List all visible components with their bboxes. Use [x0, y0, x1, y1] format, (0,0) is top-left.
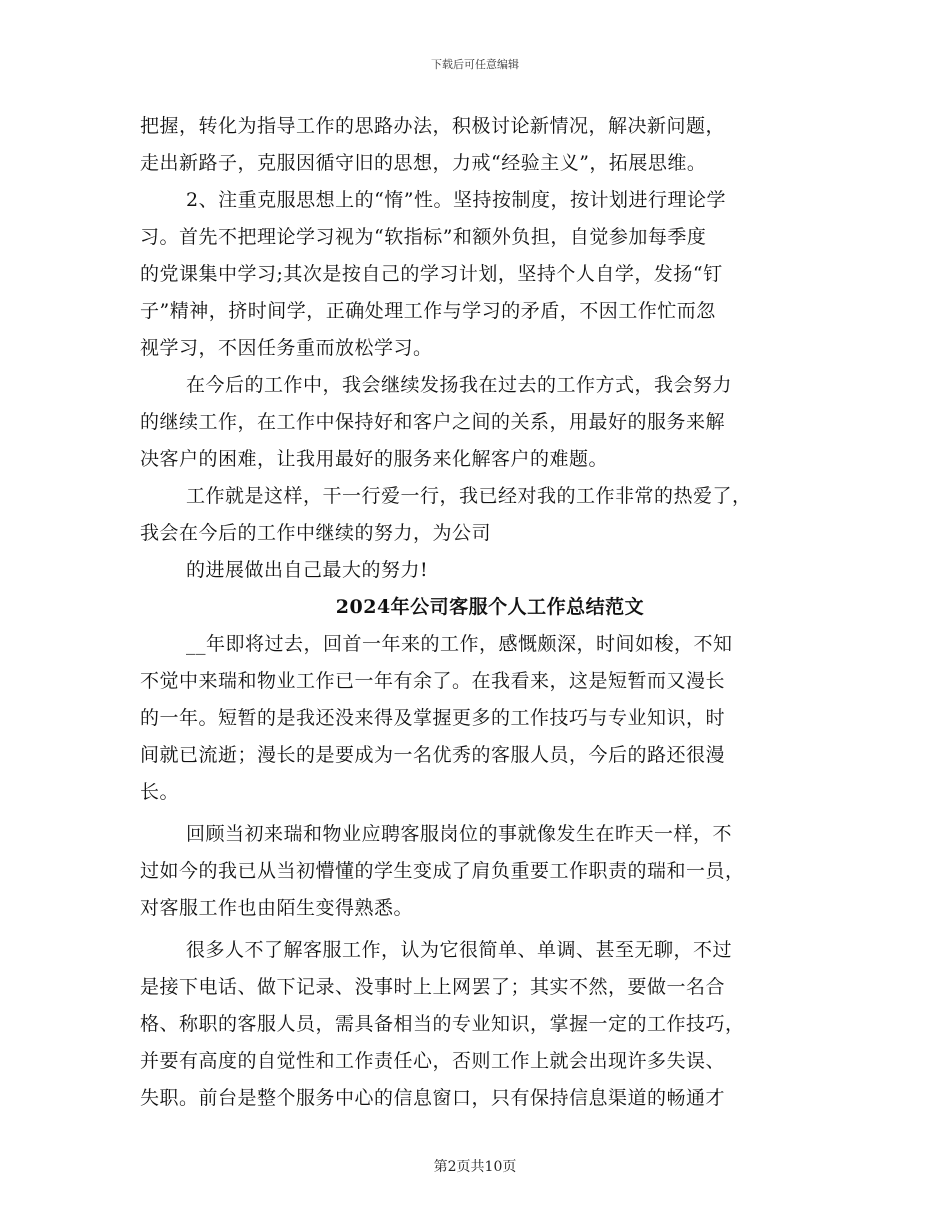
text-line: 在今后的工作中，我会继续发扬我在过去的工作方式，我会努力 [186, 374, 733, 396]
text-line: 过如今的我已从当初懵懂的学生变成了肩负重要工作职责的瑞和一员， [140, 860, 745, 882]
text-line: 视学习，不因任务重而放松学习。 [140, 337, 433, 359]
text-line: 不觉中来瑞和物业工作已一年有余了。在我看来，这是短暂而又漫长 [140, 670, 726, 692]
text-line: 的进展做出自己最大的努力! [186, 559, 429, 581]
text-line: 对客服工作也由陌生变得熟悉。 [140, 897, 414, 919]
text-line: 格、称职的客服人员，需具备相当的专业知识，掌握一定的工作技巧， [140, 1013, 745, 1035]
text-line: 长。 [140, 781, 180, 803]
text-line: 间就已流逝；漫长的是要成为一名优秀的客服人员，今后的路还很漫 [140, 744, 726, 766]
text-line: 的党课集中学习;其次是按自己的学习计划，坚持个人自学，发扬“钉 [140, 263, 723, 285]
text-line: 是接下电话、做下记录、没事时上上网罢了；其实不然，要做一名合 [140, 976, 726, 998]
text-line: 的一年。短暂的是我还没来得及掌握更多的工作技巧与专业知识，时 [140, 707, 726, 729]
page-footer: 第2页共10页 [433, 1159, 517, 1175]
section-title: 2024年公司客服个人工作总结范文 [335, 596, 645, 618]
text-line: 子”精神，挤时间学，正确处理工作与学习的矛盾，不因工作忙而忽 [140, 300, 716, 322]
text-line: 很多人不了解客服工作，认为它很简单、单调、甚至无聊，不过 [186, 939, 733, 961]
text-line: 工作就是这样，干一行爱一行，我已经对我的工作非常的热爱了， [186, 485, 752, 507]
text-line: 走出新路子，克服因循守旧的思想，力戒“经验主义”，拓展思维。 [140, 152, 707, 174]
text-line: 失职。前台是整个服务中心的信息窗口，只有保持信息渠道的畅通才 [140, 1087, 726, 1109]
page-header: 下载后可任意编辑 [431, 58, 519, 71]
text-line: 的继续工作，在工作中保持好和客户之间的关系，用最好的服务来解 [140, 411, 726, 433]
text-line: 我会在今后的工作中继续的努力，为公司 [140, 522, 492, 544]
text-line: 习。首先不把理论学习视为“软指标”和额外负担，自觉参加每季度 [140, 226, 707, 248]
document-body [140, 108, 820, 1117]
text-line: 回顾当初来瑞和物业应聘客服岗位的事就像发生在昨天一样，不 [186, 823, 733, 845]
text-line: 决客户的困难，让我用最好的服务来化解客户的难题。 [140, 448, 609, 470]
text-line: 并要有高度的自觉性和工作责任心，否则工作上就会出现许多失误、 [140, 1050, 726, 1072]
text-line: 2、注重克服思想上的“惰”性。坚持按制度，按计划进行理论学 [186, 189, 727, 211]
text-line: __年即将过去，回首一年来的工作，感慨颇深，时间如梭，不知 [186, 633, 733, 655]
text-line: 把握，转化为指导工作的思路办法，积极讨论新情况，解决新问题， [140, 115, 726, 137]
